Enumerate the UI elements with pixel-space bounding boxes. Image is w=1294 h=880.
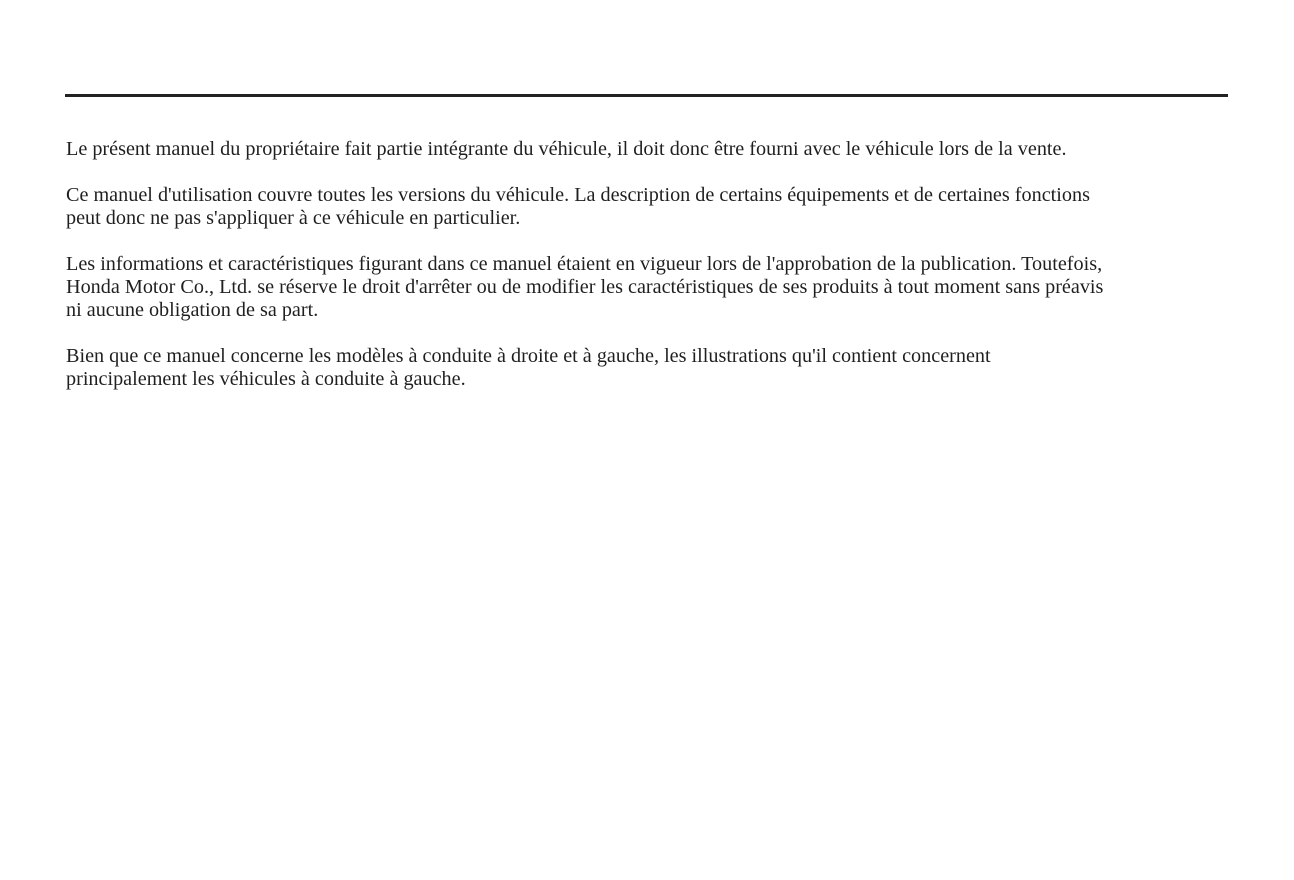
- paragraph-drive-side-notice: Bien que ce manuel concerne les modèles à conduite à droite et à gauche, les illustrations qu'il contient concernent principalement les véhicules à conduite à gauche.: [66, 345, 991, 390]
- paragraph-specifications-notice: Les informations et caractéristiques figurant dans ce manuel étaient en vigueur lors de l'approbation de la publication. Toutefois, Honda Motor Co., Ltd. se réserve le droit d'arrêter ou de modifier les caractéristiques de ses produits à tout moment sans préavis ni aucune obligation de sa part.: [66, 253, 1104, 321]
- paragraph-versions-notice: Ce manuel d'utilisation couvre toutes les versions du véhicule. La description de certains équipements et de certaines fonctions peut donc ne pas s'appliquer à ce véhicule en particulier.: [66, 184, 1090, 229]
- document-body: [66, 138, 1236, 414]
- top-rule-divider: [65, 94, 1228, 97]
- paragraph-ownership-notice: Le présent manuel du propriétaire fait partie intégrante du véhicule, il doit donc être fourni avec le véhicule lors de la vente.: [66, 138, 1067, 160]
